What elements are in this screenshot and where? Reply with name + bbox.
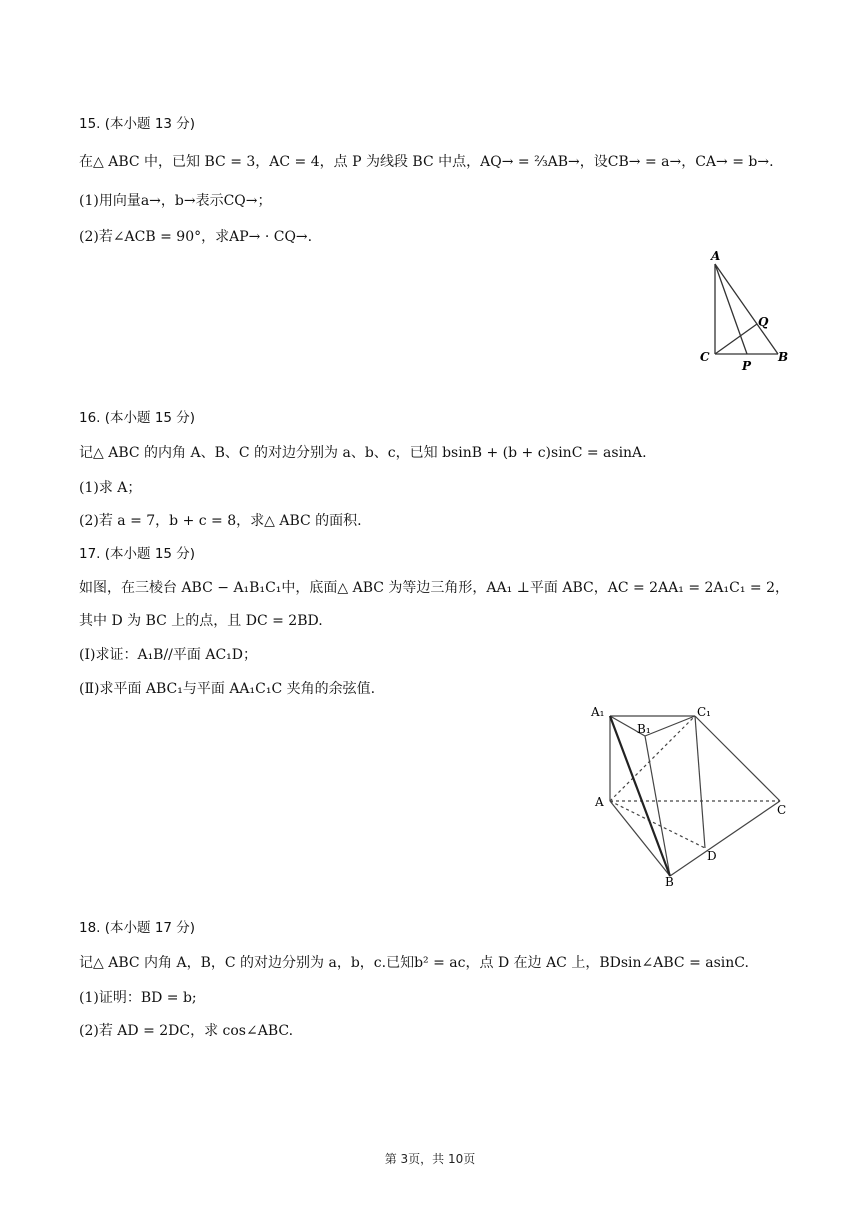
q17-stem-line1: 如图，在三棱台 ABC − A₁B₁C₁中，底面△ ABC 为等边三角形，AA₁ ⊥平面 ABC，AC = 2AA₁ = 2A₁C₁ = 2， [79,580,790,596]
q17-stem-line2: 其中 D 为 BC 上的点，且 DC = 2BD. [79,613,323,629]
q18-part2: (2)若 AD = 2DC，求 cos∠ABC. [79,1023,294,1039]
q18-part1: (1)证明：BD = b; [79,990,197,1006]
q17-fig-label-c: C [777,803,787,817]
q15-triangle-figure [690,244,800,374]
q15-part1: (1)用向量a→，b→表示CQ→； [79,193,272,209]
q17-frustum-figure [585,698,800,888]
q15-part2: (2)若∠ACB = 90°，求AP→ · CQ→. [79,229,313,245]
q17-part1: (Ⅰ)求证：A₁B//平面 AC₁D； [79,647,258,663]
q18-stem: 记△ ABC 内角 A，B，C 的对边分别为 a，b，c.已知b² = ac，点 D 在边 AC 上，BDsin∠ABC = asinC. [79,955,749,971]
q17-header: 17. (本小题 15 分) [79,546,196,562]
q16-part2: (2)若 a = 7，b + c = 8，求△ ABC 的面积. [79,513,362,529]
q15-fig-label-c: C [700,350,710,364]
q15-fig-label-q: Q [758,315,769,329]
q17-part2: (Ⅱ)求平面 ABC₁与平面 AA₁C₁C 夹角的余弦值. [79,681,376,697]
q18-header: 18. (本小题 17 分) [79,920,196,936]
q15-stem: 在△ ABC 中，已知 BC = 3，AC = 4，点 P 为线段 BC 中点，AQ→ = ⅔AB→，设CB→ = a→，CA→ = b→. [79,154,774,170]
q15-fig-label-p: P [742,359,752,373]
q15-fig-label-a: A [711,249,721,263]
page-footer: 第 3页，共 10页 [384,1152,476,1166]
q15-fig-label-b: B [778,350,789,364]
q17-fig-label-d: D [707,849,717,863]
q17-fig-label-a1: A₁ [591,705,605,719]
q17-fig-label-c1: C₁ [697,705,711,719]
q16-part1: (1)求 A； [79,480,142,496]
q15-header: 15. (本小题 13 分) [79,116,196,132]
q17-fig-label-b1: B₁ [637,722,651,736]
q17-fig-label-a: A [595,795,604,809]
q17-fig-label-b: B [665,875,674,888]
q16-header: 16. (本小题 15 分) [79,410,196,426]
q16-stem: 记△ ABC 的内角 A、B、C 的对边分别为 a、b、c，已知 bsinB + (b + c)sinC = asinA. [79,445,647,461]
